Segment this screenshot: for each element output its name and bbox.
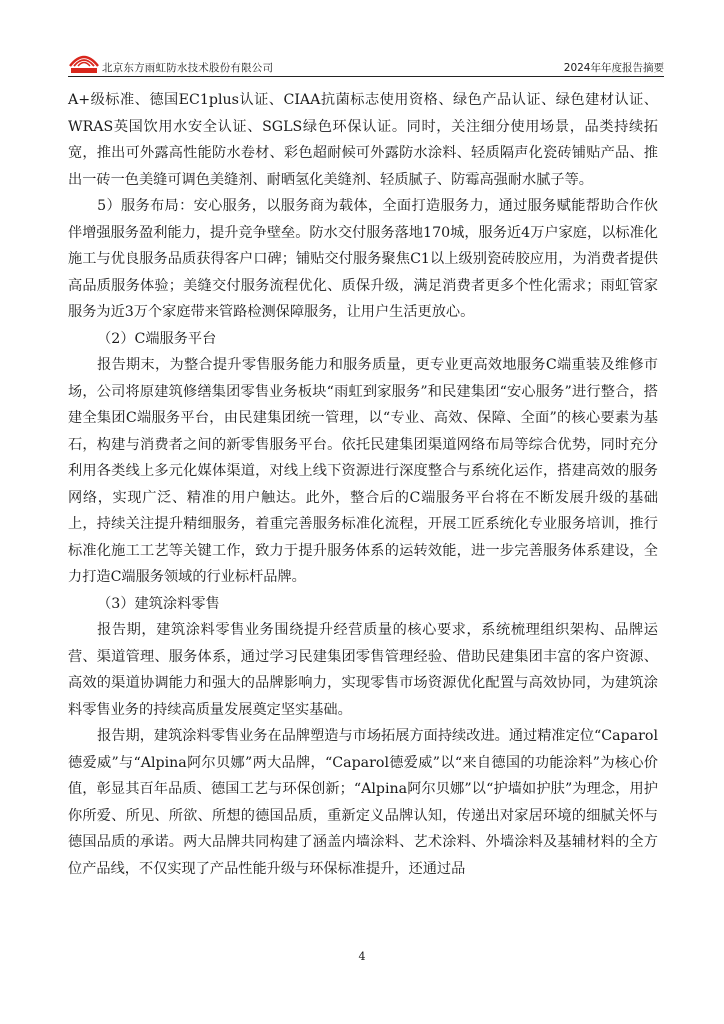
paragraph: 5）服务布局：安心服务，以服务商为载体，全面打造服务力，通过服务赋能帮助合作伙伴增强服务盈利能力，提升竞争壁垒。防水交付服务落地170城，服务近4万户家庭，以标准化施工与优良服务品质获得客户口碑；铺贴交付服务聚焦C1以上级别瓷砖胶应用，为消费者提供高品质服务体验；美缝交付服务流程优化、质保升级，满足消费者更多个性化需求；雨虹管家服务为近3万个家庭带来管路检测保障服务，让用户生活更放心。	[68, 198, 658, 320]
page-header	[68, 50, 664, 77]
section-heading: （2）C端服务平台	[97, 330, 217, 347]
company-logo-icon	[68, 50, 100, 76]
paragraph: 报告期，建筑涂料零售业务在品牌塑造与市场拓展方面持续改进。通过精准定位“Caparol德爱威”与“Alpina阿尔贝娜”两大品牌，“Caparol德爱威”以“来自德国的功能涂料”为核心价值，彰显其百年品质、德国工艺与环保创新；“Alpina阿尔贝娜”以“护墙如护肤”为理念，用护你所爱、所见、所欲、所想的德国品质，重新定义品牌认知，传递出对家居环境的细腻关怀与德国品质的承诺。两大品牌共同构建了涵盖内墙涂料、艺术涂料、外墙涂料及基辅材料的全方位产品线，不仅实现了产品性能升级与环保标准提升，还通过品	[68, 728, 658, 877]
page-number: 4	[358, 950, 366, 963]
section-heading: （3）建筑涂料零售	[97, 595, 220, 612]
company-name: 北京东方雨虹防水技术股份有限公司	[102, 62, 274, 74]
paragraph: 报告期末，为整合提升零售服务能力和服务质量，更专业更高效地服务C端重装及维修市场，公司将原建筑修缮集团零售业务板块“雨虹到家服务”和民建集团“安心服务”进行整合，搭建全集团C端服务平台，由民建集团统一管理，以“专业、高效、保障、全面”的核心要素为基石，构建与消费者之间的新零售服务平台。依托民建集团渠道网络布局等综合优势，同时充分利用各类线上多元化媒体渠道，对线上线下资源进行深度整合与系统化运作，搭建高效的服务网络，实现广泛、精准的用户触达。此外，整合后的C端服务平台将在不断发展升级的基础上，持续关注提升精细服务，着重完善服务标准化流程，开展工匠系统化专业服务培训，推行标准化施工工艺等关键工作，致力于提升服务体系的运转效能，进一步完善服务体系建设，全力打造C端服务领域的行业标杆品牌。	[68, 357, 658, 585]
document-body	[68, 87, 658, 882]
paragraph: 报告期，建筑涂料零售业务围绕提升经营质量的核心要求，系统梳理组织架构、品牌运营、渠道管理、服务体系，通过学习民建集团零售管理经验、借助民建集团丰富的客户资源、高效的渠道协调能力和强大的品牌影响力，实现零售市场资源优化配置与高效协同，为建筑涂料零售业务的持续高质量发展奠定坚实基础。	[68, 622, 658, 718]
paragraph: A+级标准、德国EC1plus认证、CIAA抗菌标志使用资格、绿色产品认证、绿色建材认证、WRAS英国饮用水安全认证、SGLS绿色环保认证。同时，关注细分使用场景，品类持续拓宽，推出可外露高性能防水卷材、彩色超耐候可外露防水涂料、轻质隔声化瓷砖铺贴产品、推出一砖一色美缝可调色美缝剂、耐晒氢化美缝剂、轻质腻子、防霉高强耐水腻子等。	[68, 92, 658, 188]
report-title: 2024年年度报告摘要	[563, 62, 664, 74]
